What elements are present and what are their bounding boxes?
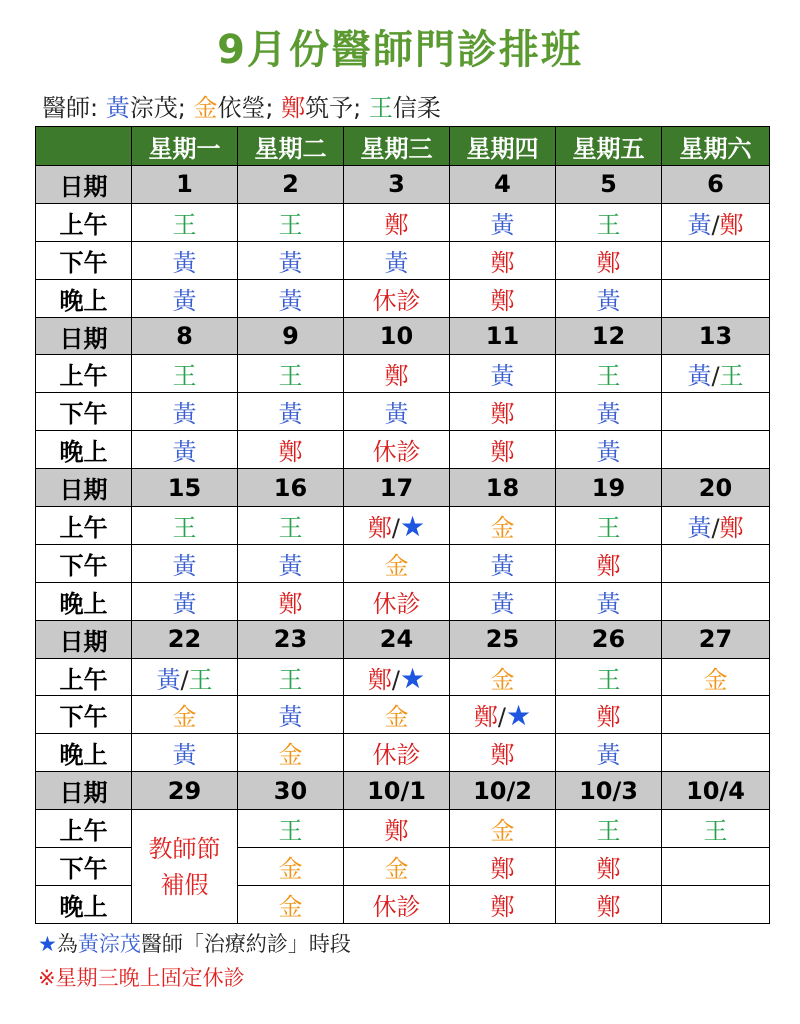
date-cell: 11: [450, 317, 556, 355]
schedule-cell: [344, 658, 450, 696]
doctor-mark: 黃: [384, 400, 409, 429]
doctor-mark: 黃: [278, 400, 303, 429]
schedule-cell: [344, 279, 450, 317]
doctor-mark: 鄭: [384, 817, 409, 846]
schedule-cell: [662, 848, 770, 886]
doctor-mark: 鄭: [596, 892, 621, 921]
doctor-mark: 金: [384, 854, 409, 883]
schedule-cell: [450, 734, 556, 772]
date-cell: 22: [132, 620, 238, 658]
slot-row-pm: [36, 696, 770, 734]
weekday-header: 星期一: [132, 127, 238, 166]
date-row: [36, 166, 770, 204]
doctor-mark: 王: [278, 665, 303, 694]
date-cell: 1: [132, 166, 238, 204]
schedule-cell: [132, 355, 238, 393]
slot-label: 上午: [36, 203, 132, 241]
schedule-cell: [344, 355, 450, 393]
schedule-cell: [344, 885, 450, 923]
schedule-cell: [344, 393, 450, 431]
schedule-cell: [662, 241, 770, 279]
schedule-cell: [662, 203, 770, 241]
schedule-cell: [662, 582, 770, 620]
doctor-mark: /: [711, 362, 720, 391]
date-label: 日期: [36, 469, 132, 507]
doctor-mark: 黃: [172, 741, 197, 770]
weekday-header-row: [36, 127, 770, 166]
schedule-cell: [662, 431, 770, 469]
schedule-cell: [238, 658, 344, 696]
slot-row-night: [36, 582, 770, 620]
doctor-mark: 王: [188, 665, 213, 694]
schedule-cell: [450, 203, 556, 241]
slot-row-pm: [36, 393, 770, 431]
doctor-mark: 王: [596, 513, 621, 542]
schedule-cell: [662, 734, 770, 772]
doctor-mark: 鄭: [596, 248, 621, 277]
schedule-cell: [450, 810, 556, 848]
doctor-legend: [42, 88, 441, 123]
slot-row-pm: [36, 544, 770, 582]
weekday-header: 星期六: [662, 127, 770, 166]
schedule-cell: [238, 355, 344, 393]
doctor-mark: 王: [596, 665, 621, 694]
doctor-mark: 黃: [278, 286, 303, 315]
schedule-cell: [556, 507, 662, 545]
weekday-header: 星期二: [238, 127, 344, 166]
schedule-cell: [238, 734, 344, 772]
doctor-legend-part: 鄭: [281, 94, 306, 122]
date-row: [36, 772, 770, 810]
schedule-cell: [238, 241, 344, 279]
schedule-cell: [662, 696, 770, 734]
slot-row-am: [36, 203, 770, 241]
doctor-mark: 黃: [384, 248, 409, 277]
doctor-mark: 王: [596, 210, 621, 239]
doctor-mark: 黃: [596, 438, 621, 467]
date-cell: 20: [662, 469, 770, 507]
date-cell: 17: [344, 469, 450, 507]
doctor-mark: 黃: [596, 400, 621, 429]
doctor-mark: 金: [490, 513, 515, 542]
schedule-cell: [238, 431, 344, 469]
doctor-mark: 休診: [372, 741, 421, 770]
doctor-mark: /: [180, 665, 189, 694]
schedule-cell: [132, 658, 238, 696]
schedule-cell: [132, 393, 238, 431]
doctor-legend-part: 筑予;: [305, 94, 369, 122]
schedule-cell: [132, 544, 238, 582]
schedule-cell: [556, 734, 662, 772]
slot-label: 下午: [36, 241, 132, 279]
doctor-mark: 黃: [278, 703, 303, 732]
slot-row-pm: [36, 241, 770, 279]
doctor-mark: 王: [172, 362, 197, 391]
doctor-mark: 休診: [372, 892, 421, 921]
date-cell: 10/1: [344, 772, 450, 810]
date-cell: 6: [662, 166, 770, 204]
slot-label: 晚上: [36, 279, 132, 317]
date-label: 日期: [36, 772, 132, 810]
doctor-mark: 鄭: [490, 248, 515, 277]
schedule-cell: [662, 544, 770, 582]
doctor-mark: 金: [384, 551, 409, 580]
schedule-cell: [238, 848, 344, 886]
slot-label: 晚上: [36, 734, 132, 772]
date-cell: 5: [556, 166, 662, 204]
date-cell: 13: [662, 317, 770, 355]
slot-row-am: [36, 658, 770, 696]
schedule-cell: [450, 544, 556, 582]
schedule-cell: [450, 279, 556, 317]
doctor-mark: 黃: [596, 589, 621, 618]
slot-label: 上午: [36, 658, 132, 696]
doctor-mark: 金: [384, 703, 409, 732]
schedule-cell: [450, 355, 556, 393]
holiday-cell: 教師節補假: [132, 810, 238, 924]
doctor-mark: 王: [596, 362, 621, 391]
date-cell: 25: [450, 620, 556, 658]
schedule-cell: [662, 810, 770, 848]
schedule-cell: [450, 582, 556, 620]
date-cell: 10/4: [662, 772, 770, 810]
schedule-cell: [238, 544, 344, 582]
doctor-legend-part: 金: [193, 94, 218, 122]
doctor-mark: 鄭: [490, 741, 515, 770]
doctor-mark: 鄭: [596, 703, 621, 732]
date-cell: 30: [238, 772, 344, 810]
date-cell: 19: [556, 469, 662, 507]
doctor-mark: 黃: [490, 362, 515, 391]
wednesday-note: ※星期三晚上固定休診: [38, 966, 245, 990]
schedule-cell: [344, 507, 450, 545]
doctor-mark: /: [711, 210, 720, 239]
note-part: 醫師「治療約診」時段: [140, 932, 351, 956]
doctor-mark: 鄭: [367, 665, 392, 694]
doctor-mark: 金: [278, 892, 303, 921]
doctor-legend-part: 黃: [105, 94, 130, 122]
star-icon: ★: [38, 932, 57, 956]
doctor-mark: 鄭: [490, 286, 515, 315]
doctor-mark: 鄭: [490, 892, 515, 921]
doctor-legend-part: 醫師:: [42, 94, 106, 122]
schedule-cell: [238, 279, 344, 317]
doctor-mark: 金: [490, 817, 515, 846]
star-icon: ★: [399, 661, 426, 695]
doctor-mark: /: [391, 665, 400, 694]
date-cell: 4: [450, 166, 556, 204]
slot-label: 晚上: [36, 582, 132, 620]
doctor-mark: 黃: [490, 210, 515, 239]
schedule-cell: [238, 885, 344, 923]
schedule-cell: [556, 810, 662, 848]
doctor-mark: 王: [596, 817, 621, 846]
schedule-cell: [450, 696, 556, 734]
schedule-cell: [556, 658, 662, 696]
doctor-mark: 鄭: [596, 551, 621, 580]
schedule-cell: [238, 393, 344, 431]
date-cell: 3: [344, 166, 450, 204]
slot-row-night: [36, 279, 770, 317]
doctor-mark: 鄭: [367, 513, 392, 542]
slot-row-am: [36, 507, 770, 545]
doctor-mark: 黃: [172, 589, 197, 618]
schedule-cell: [450, 885, 556, 923]
star-note: [38, 928, 351, 958]
star-icon: ★: [399, 509, 426, 543]
note-part: 為: [56, 932, 78, 956]
doctor-legend-part: 王: [368, 94, 393, 122]
schedule-cell: [556, 355, 662, 393]
doctor-mark: 金: [278, 741, 303, 770]
doctor-mark: 黃: [687, 362, 712, 391]
date-cell: 10/2: [450, 772, 556, 810]
doctor-mark: 黃: [172, 438, 197, 467]
schedule-cell: [556, 393, 662, 431]
schedule-cell: [238, 507, 344, 545]
schedule-cell: [238, 810, 344, 848]
date-cell: 29: [132, 772, 238, 810]
schedule-cell: [556, 431, 662, 469]
doctor-mark: 鄭: [278, 589, 303, 618]
corner-cell: [36, 127, 132, 166]
schedule-cell: [132, 203, 238, 241]
schedule-cell: [132, 734, 238, 772]
doctor-mark: 王: [278, 362, 303, 391]
schedule-cell: [556, 203, 662, 241]
doctor-mark: 鄭: [490, 400, 515, 429]
date-cell: 10: [344, 317, 450, 355]
schedule-cell: [132, 279, 238, 317]
schedule-cell: [450, 848, 556, 886]
date-row: [36, 469, 770, 507]
date-cell: 9: [238, 317, 344, 355]
doctor-mark: 黃: [596, 286, 621, 315]
doctor-mark: /: [711, 513, 720, 542]
schedule-cell: [132, 507, 238, 545]
slot-label: 晚上: [36, 885, 132, 923]
doctor-mark: 王: [278, 210, 303, 239]
schedule-cell: [556, 279, 662, 317]
doctor-mark: 黃: [172, 286, 197, 315]
schedule-cell: [556, 848, 662, 886]
schedule-cell: [450, 241, 556, 279]
doctor-mark: 休診: [372, 589, 421, 618]
weekday-header: 星期四: [450, 127, 556, 166]
slot-label: 上午: [36, 810, 132, 848]
schedule-cell: [662, 393, 770, 431]
date-cell: 24: [344, 620, 450, 658]
schedule-table: [35, 126, 770, 924]
slot-label: 下午: [36, 848, 132, 886]
date-cell: 10/3: [556, 772, 662, 810]
schedule-cell: [132, 696, 238, 734]
schedule-cell: [662, 885, 770, 923]
slot-row-am: [36, 355, 770, 393]
slot-row-night: [36, 431, 770, 469]
schedule-cell: [344, 734, 450, 772]
schedule-cell: [662, 355, 770, 393]
slot-label: 上午: [36, 507, 132, 545]
doctor-mark: 黃: [172, 248, 197, 277]
doctor-mark: 鄭: [719, 210, 744, 239]
date-cell: 18: [450, 469, 556, 507]
date-cell: 26: [556, 620, 662, 658]
schedule-cell: [450, 507, 556, 545]
doctor-mark: 休診: [372, 438, 421, 467]
schedule-cell: [450, 431, 556, 469]
schedule-cell: [344, 810, 450, 848]
date-row: [36, 620, 770, 658]
weekday-header: 星期三: [344, 127, 450, 166]
schedule-cell: [344, 241, 450, 279]
doctor-mark: 金: [278, 854, 303, 883]
schedule-cell: [556, 582, 662, 620]
schedule-cell: [662, 507, 770, 545]
schedule-cell: [344, 544, 450, 582]
doctor-legend-part: 淙茂;: [129, 94, 194, 122]
doctor-mark: 王: [172, 210, 197, 239]
slot-label: 下午: [36, 696, 132, 734]
doctor-mark: 黃: [687, 210, 712, 239]
doctor-mark: 鄭: [490, 854, 515, 883]
schedule-cell: [556, 885, 662, 923]
schedule-cell: [344, 582, 450, 620]
doctor-mark: 黃: [490, 589, 515, 618]
slot-label: 下午: [36, 393, 132, 431]
date-label: 日期: [36, 317, 132, 355]
page-title: 9月份醫師門診排班: [217, 27, 583, 73]
doctor-mark: 王: [278, 817, 303, 846]
doctor-mark: 鄭: [596, 854, 621, 883]
doctor-mark: 金: [703, 665, 728, 694]
doctor-mark: 黃: [172, 551, 197, 580]
schedule-cell: [556, 544, 662, 582]
doctor-legend-part: 信柔: [392, 94, 441, 122]
slot-label: 上午: [36, 355, 132, 393]
schedule-cell: [132, 431, 238, 469]
date-cell: 2: [238, 166, 344, 204]
doctor-mark: 鄭: [278, 438, 303, 467]
date-cell: 23: [238, 620, 344, 658]
star-icon: ★: [505, 699, 532, 733]
schedule-cell: [344, 696, 450, 734]
date-label: 日期: [36, 620, 132, 658]
doctor-mark: 鄭: [473, 703, 498, 732]
doctor-mark: /: [497, 703, 506, 732]
doctor-mark: 鄭: [384, 210, 409, 239]
date-cell: 15: [132, 469, 238, 507]
date-cell: 27: [662, 620, 770, 658]
slot-label: 下午: [36, 544, 132, 582]
schedule-cell: [662, 658, 770, 696]
schedule-cell: [450, 658, 556, 696]
note-part: 黃淙茂: [77, 932, 141, 956]
doctor-mark: 黃: [278, 551, 303, 580]
doctor-mark: 王: [703, 817, 728, 846]
schedule-cell: [344, 203, 450, 241]
doctor-mark: 黃: [596, 741, 621, 770]
doctor-mark: 王: [172, 513, 197, 542]
date-row: [36, 317, 770, 355]
schedule-cell: [132, 582, 238, 620]
doctor-mark: 黃: [172, 400, 197, 429]
schedule-cell: [662, 279, 770, 317]
date-label: 日期: [36, 166, 132, 204]
doctor-mark: 王: [278, 513, 303, 542]
schedule-cell: [238, 696, 344, 734]
schedule-cell: [344, 848, 450, 886]
slot-row-am: [36, 810, 770, 848]
schedule-cell: [556, 696, 662, 734]
date-cell: 8: [132, 317, 238, 355]
date-cell: 12: [556, 317, 662, 355]
schedule-cell: [556, 241, 662, 279]
schedule-cell: [132, 241, 238, 279]
doctor-legend-part: 依瑩;: [217, 94, 282, 122]
doctor-mark: 黃: [687, 513, 712, 542]
doctor-mark: 金: [490, 665, 515, 694]
date-cell: 16: [238, 469, 344, 507]
doctor-mark: 黃: [278, 248, 303, 277]
doctor-mark: 黃: [156, 665, 181, 694]
weekday-header: 星期五: [556, 127, 662, 166]
schedule-cell: [238, 203, 344, 241]
doctor-mark: 王: [719, 362, 744, 391]
doctor-mark: 黃: [490, 551, 515, 580]
slot-label: 晚上: [36, 431, 132, 469]
slot-row-night: [36, 734, 770, 772]
doctor-mark: /: [391, 513, 400, 542]
doctor-mark: 休診: [372, 286, 421, 315]
doctor-mark: 鄭: [384, 362, 409, 391]
doctor-mark: 金: [172, 703, 197, 732]
doctor-mark: 鄭: [719, 513, 744, 542]
doctor-mark: 鄭: [490, 438, 515, 467]
schedule-cell: [344, 431, 450, 469]
schedule-cell: [238, 582, 344, 620]
schedule-cell: [450, 393, 556, 431]
